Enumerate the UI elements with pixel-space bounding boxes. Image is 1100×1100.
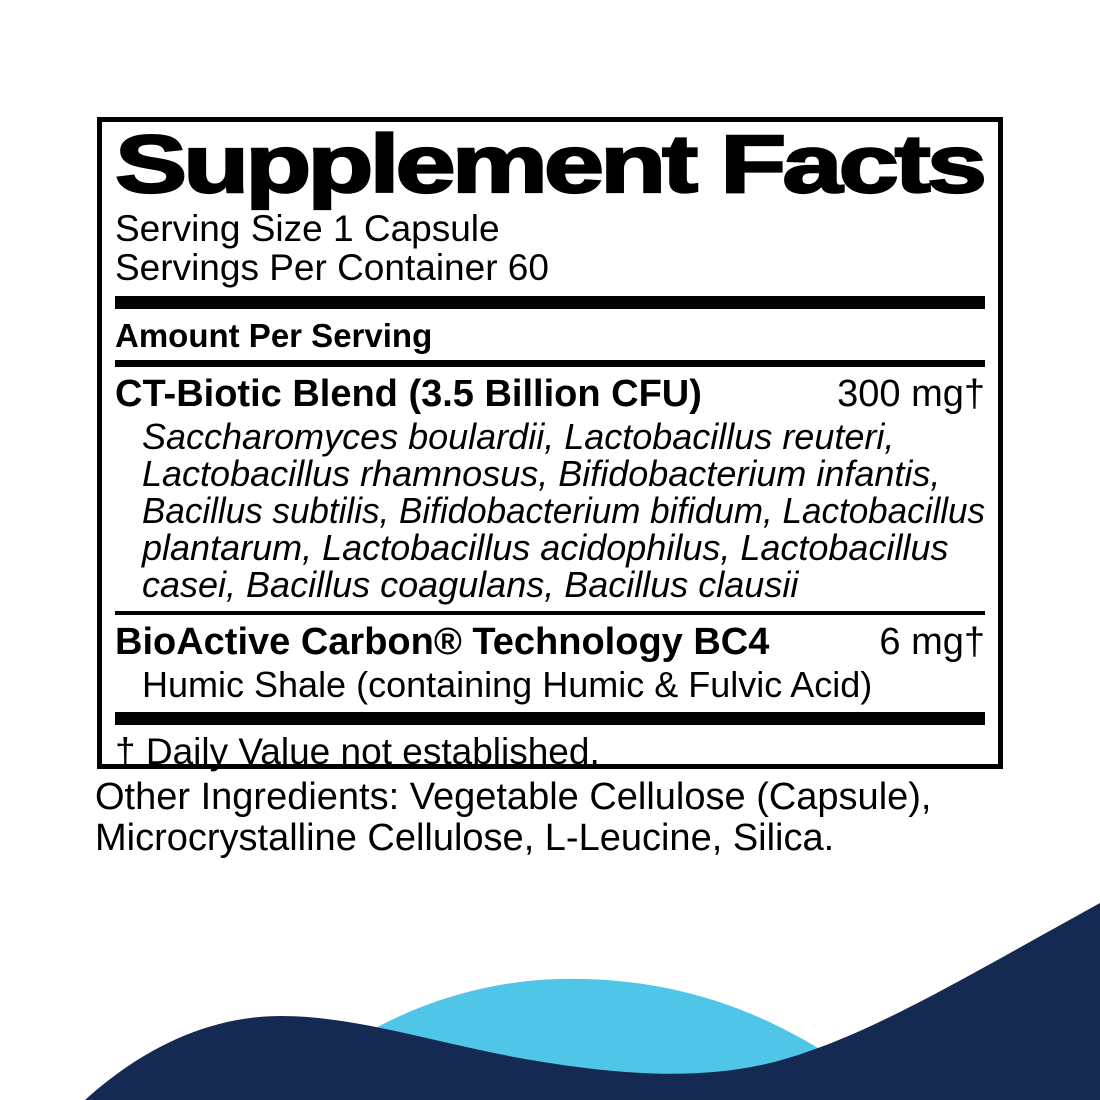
nutrient-name: CT-Biotic Blend (3.5 Billion CFU) [115,373,702,415]
probiotic-strain-list [142,418,985,603]
strain-line: Saccharomyces boulardii, Lactobacillus reuteri, [142,416,895,457]
nutrient-amount: 6 mg† [879,621,985,663]
other-ingredients-line: Microcrystalline Cellulose, L-Leucine, Silica. [95,817,835,859]
bioactive-detail [142,666,985,703]
nutrient-amount: 300 mg† [837,373,985,415]
nutrient-row [115,623,985,661]
other-ingredients [95,777,1012,859]
panel-title-text: Supplement Facts [115,119,984,210]
panel-title [115,119,984,210]
strain-line: plantarum, Lactobacillus acidophilus, Lactobacillus [142,527,949,568]
strain-line: Lactobacillus rhamnosus, Bifidobacterium infantis, [142,453,941,494]
daily-value-footnote: † Daily Value not established. [115,731,600,772]
bottom-waves [0,865,1100,1100]
servings-per-container: Servings Per Container 60 [115,247,549,288]
other-ingredients-line: Other Ingredients: Vegetable Cellulose (Capsule), [95,776,932,818]
nutrient-name: BioActive Carbon® Technology BC4 [115,621,770,663]
divider-thick-top [115,296,985,309]
divider-thick-bottom [115,712,985,725]
divider-medium [115,360,985,367]
supplement-facts-panel [97,117,1003,772]
strain-line: Bacillus subtilis, Bifidobacterium bifidum, Lactobacillus [142,490,985,531]
divider-thin [115,611,985,615]
strain-line: casei, Bacillus coagulans, Bacillus clausii [142,564,799,605]
nutrient-row [115,375,985,413]
amount-per-serving-header: Amount Per Serving [115,317,433,354]
detail-line: Humic Shale (containing Humic & Fulvic Acid) [142,664,873,705]
serving-size: Serving Size 1 Capsule [115,208,500,249]
